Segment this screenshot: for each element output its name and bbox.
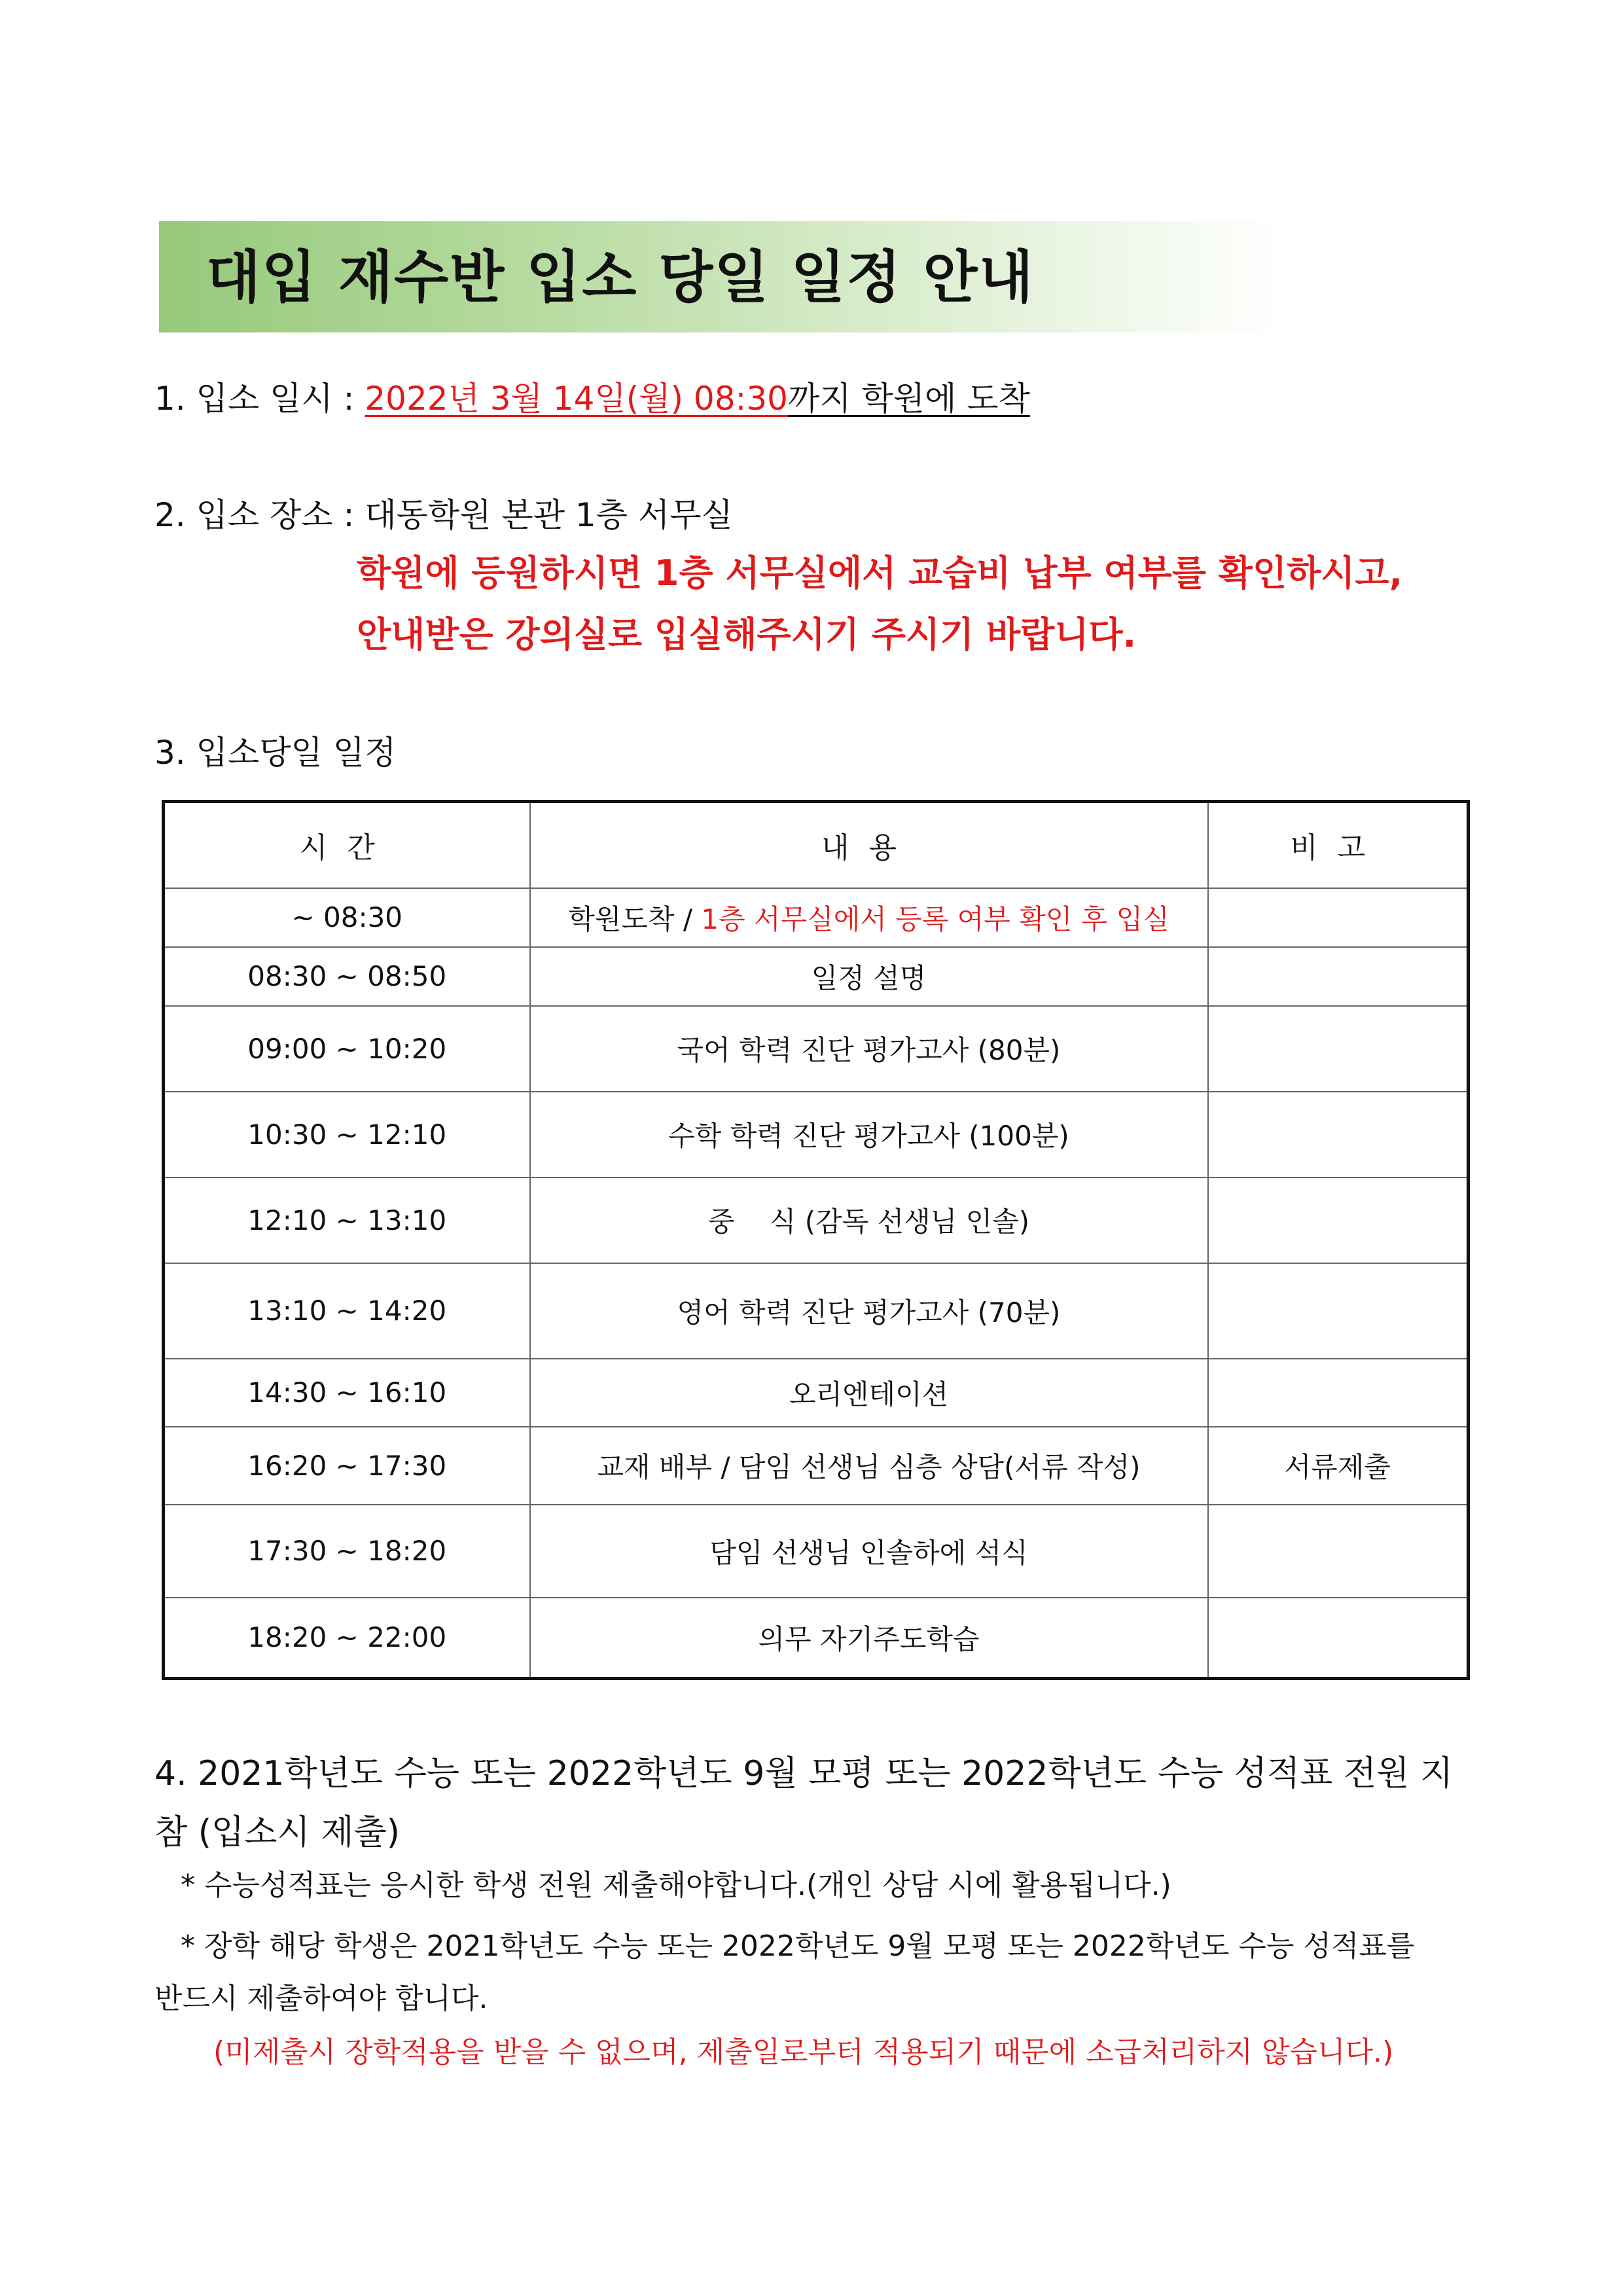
row-note — [1208, 1006, 1469, 1092]
row-note — [1208, 888, 1469, 947]
schedule-heading: 3. 입소당일 일정 — [154, 734, 397, 772]
row-time: 18:20 ~ 22:00 — [164, 1598, 530, 1679]
row-note — [1208, 1598, 1469, 1679]
report-card-note-4: (미제출시 장학적용을 받을 수 없으며, 제출일로부터 적용되기 때문에 소급처리하지 않습니다.) — [213, 2036, 1394, 2069]
row-content: 중 식 (감독 선생님 인솔) — [530, 1177, 1208, 1263]
entry-place-notice-2: 안내받은 강의실로 입실해주시기 주시기 바랍니다. — [357, 614, 1137, 655]
table-row — [164, 888, 1469, 947]
entry-datetime-value: 2022년 3월 14일(월) 08:30 — [365, 380, 788, 418]
report-card-heading: 4. 2021학년도 수능 또는 2022학년도 9월 모평 또는 2022학년도 수능 성적표 전원 지참 (입소시 제출) — [154, 1754, 1454, 1852]
row-content: 일정 설명 — [530, 947, 1208, 1006]
row-note — [1208, 1359, 1469, 1427]
entry-datetime-label: 1. 입소 일시 : — [154, 380, 365, 418]
row-content: 의무 자기주도학습 — [530, 1598, 1208, 1679]
row-time: ~ 08:30 — [164, 888, 530, 947]
row-time: 16:20 ~ 17:30 — [164, 1427, 530, 1505]
header-time: 시간 — [164, 802, 530, 888]
title-banner — [159, 221, 1285, 332]
table-row — [164, 1598, 1469, 1679]
page-title: 대입 재수반 입소 당일 일정 안내 — [206, 245, 1035, 310]
row-content: 오리엔테이션 — [530, 1359, 1208, 1427]
table-row — [164, 947, 1469, 1006]
row-time: 17:30 ~ 18:20 — [164, 1505, 530, 1598]
row-note — [1208, 1177, 1469, 1263]
row-content: 교재 배부 / 담임 선생님 심층 상담(서류 작성) — [530, 1427, 1208, 1505]
row-note — [1208, 1263, 1469, 1359]
row-note — [1208, 1092, 1469, 1177]
table-row — [164, 1263, 1469, 1359]
entry-place-value: 대동학원 본관 1층 서무실 — [365, 496, 733, 534]
row-time: 10:30 ~ 12:10 — [164, 1092, 530, 1177]
report-card-note-3: 반드시 제출하여야 합니다. — [154, 1982, 488, 2015]
entry-place-notice-1: 학원에 등원하시면 1층 서무실에서 교습비 납부 여부를 확인하시고, — [357, 552, 1403, 594]
row-time: 08:30 ~ 08:50 — [164, 947, 530, 1006]
table-row — [164, 1505, 1469, 1598]
entry-datetime-tail: 까지 학원에 도착 — [788, 380, 1030, 418]
report-card-note-1: * 수능성적표는 응시한 학생 전원 제출해야합니다.(개인 상담 시에 활용됩니다.) — [181, 1869, 1171, 1902]
header-content: 내용 — [530, 802, 1208, 888]
row-note — [1208, 1505, 1469, 1598]
row-time: 13:10 ~ 14:20 — [164, 1263, 530, 1359]
row-content: 영어 학력 진단 평가고사 (70분) — [530, 1263, 1208, 1359]
row-time: 12:10 ~ 13:10 — [164, 1177, 530, 1263]
table-row — [164, 1092, 1469, 1177]
row-content: 담임 선생님 인솔하에 석식 — [530, 1505, 1208, 1598]
row-content-text: 학원도착 / — [568, 903, 702, 935]
row-content — [530, 888, 1208, 947]
schedule-header-row — [164, 802, 1469, 888]
table-row — [164, 1006, 1469, 1092]
row-note — [1208, 947, 1469, 1006]
entry-datetime-line — [154, 376, 1030, 422]
table-row — [164, 1359, 1469, 1427]
header-note: 비고 — [1208, 802, 1469, 888]
table-row — [164, 1177, 1469, 1263]
entry-place-label: 2. 입소 장소 : — [154, 496, 365, 534]
row-content: 수학 학력 진단 평가고사 (100분) — [530, 1092, 1208, 1177]
row-note: 서류제출 — [1208, 1427, 1469, 1505]
entry-place-line — [154, 492, 733, 538]
table-row — [164, 1427, 1469, 1505]
row-content-red: 1층 서무실에서 등록 여부 확인 후 입실 — [701, 903, 1169, 935]
row-time: 09:00 ~ 10:20 — [164, 1006, 530, 1092]
row-content: 국어 학력 진단 평가고사 (80분) — [530, 1006, 1208, 1092]
row-time: 14:30 ~ 16:10 — [164, 1359, 530, 1427]
report-card-note-2: * 장학 해당 학생은 2021학년도 수능 또는 2022학년도 9월 모평 또는 2022학년도 수능 성적표를 — [181, 1929, 1415, 1963]
schedule-table — [162, 800, 1470, 1680]
